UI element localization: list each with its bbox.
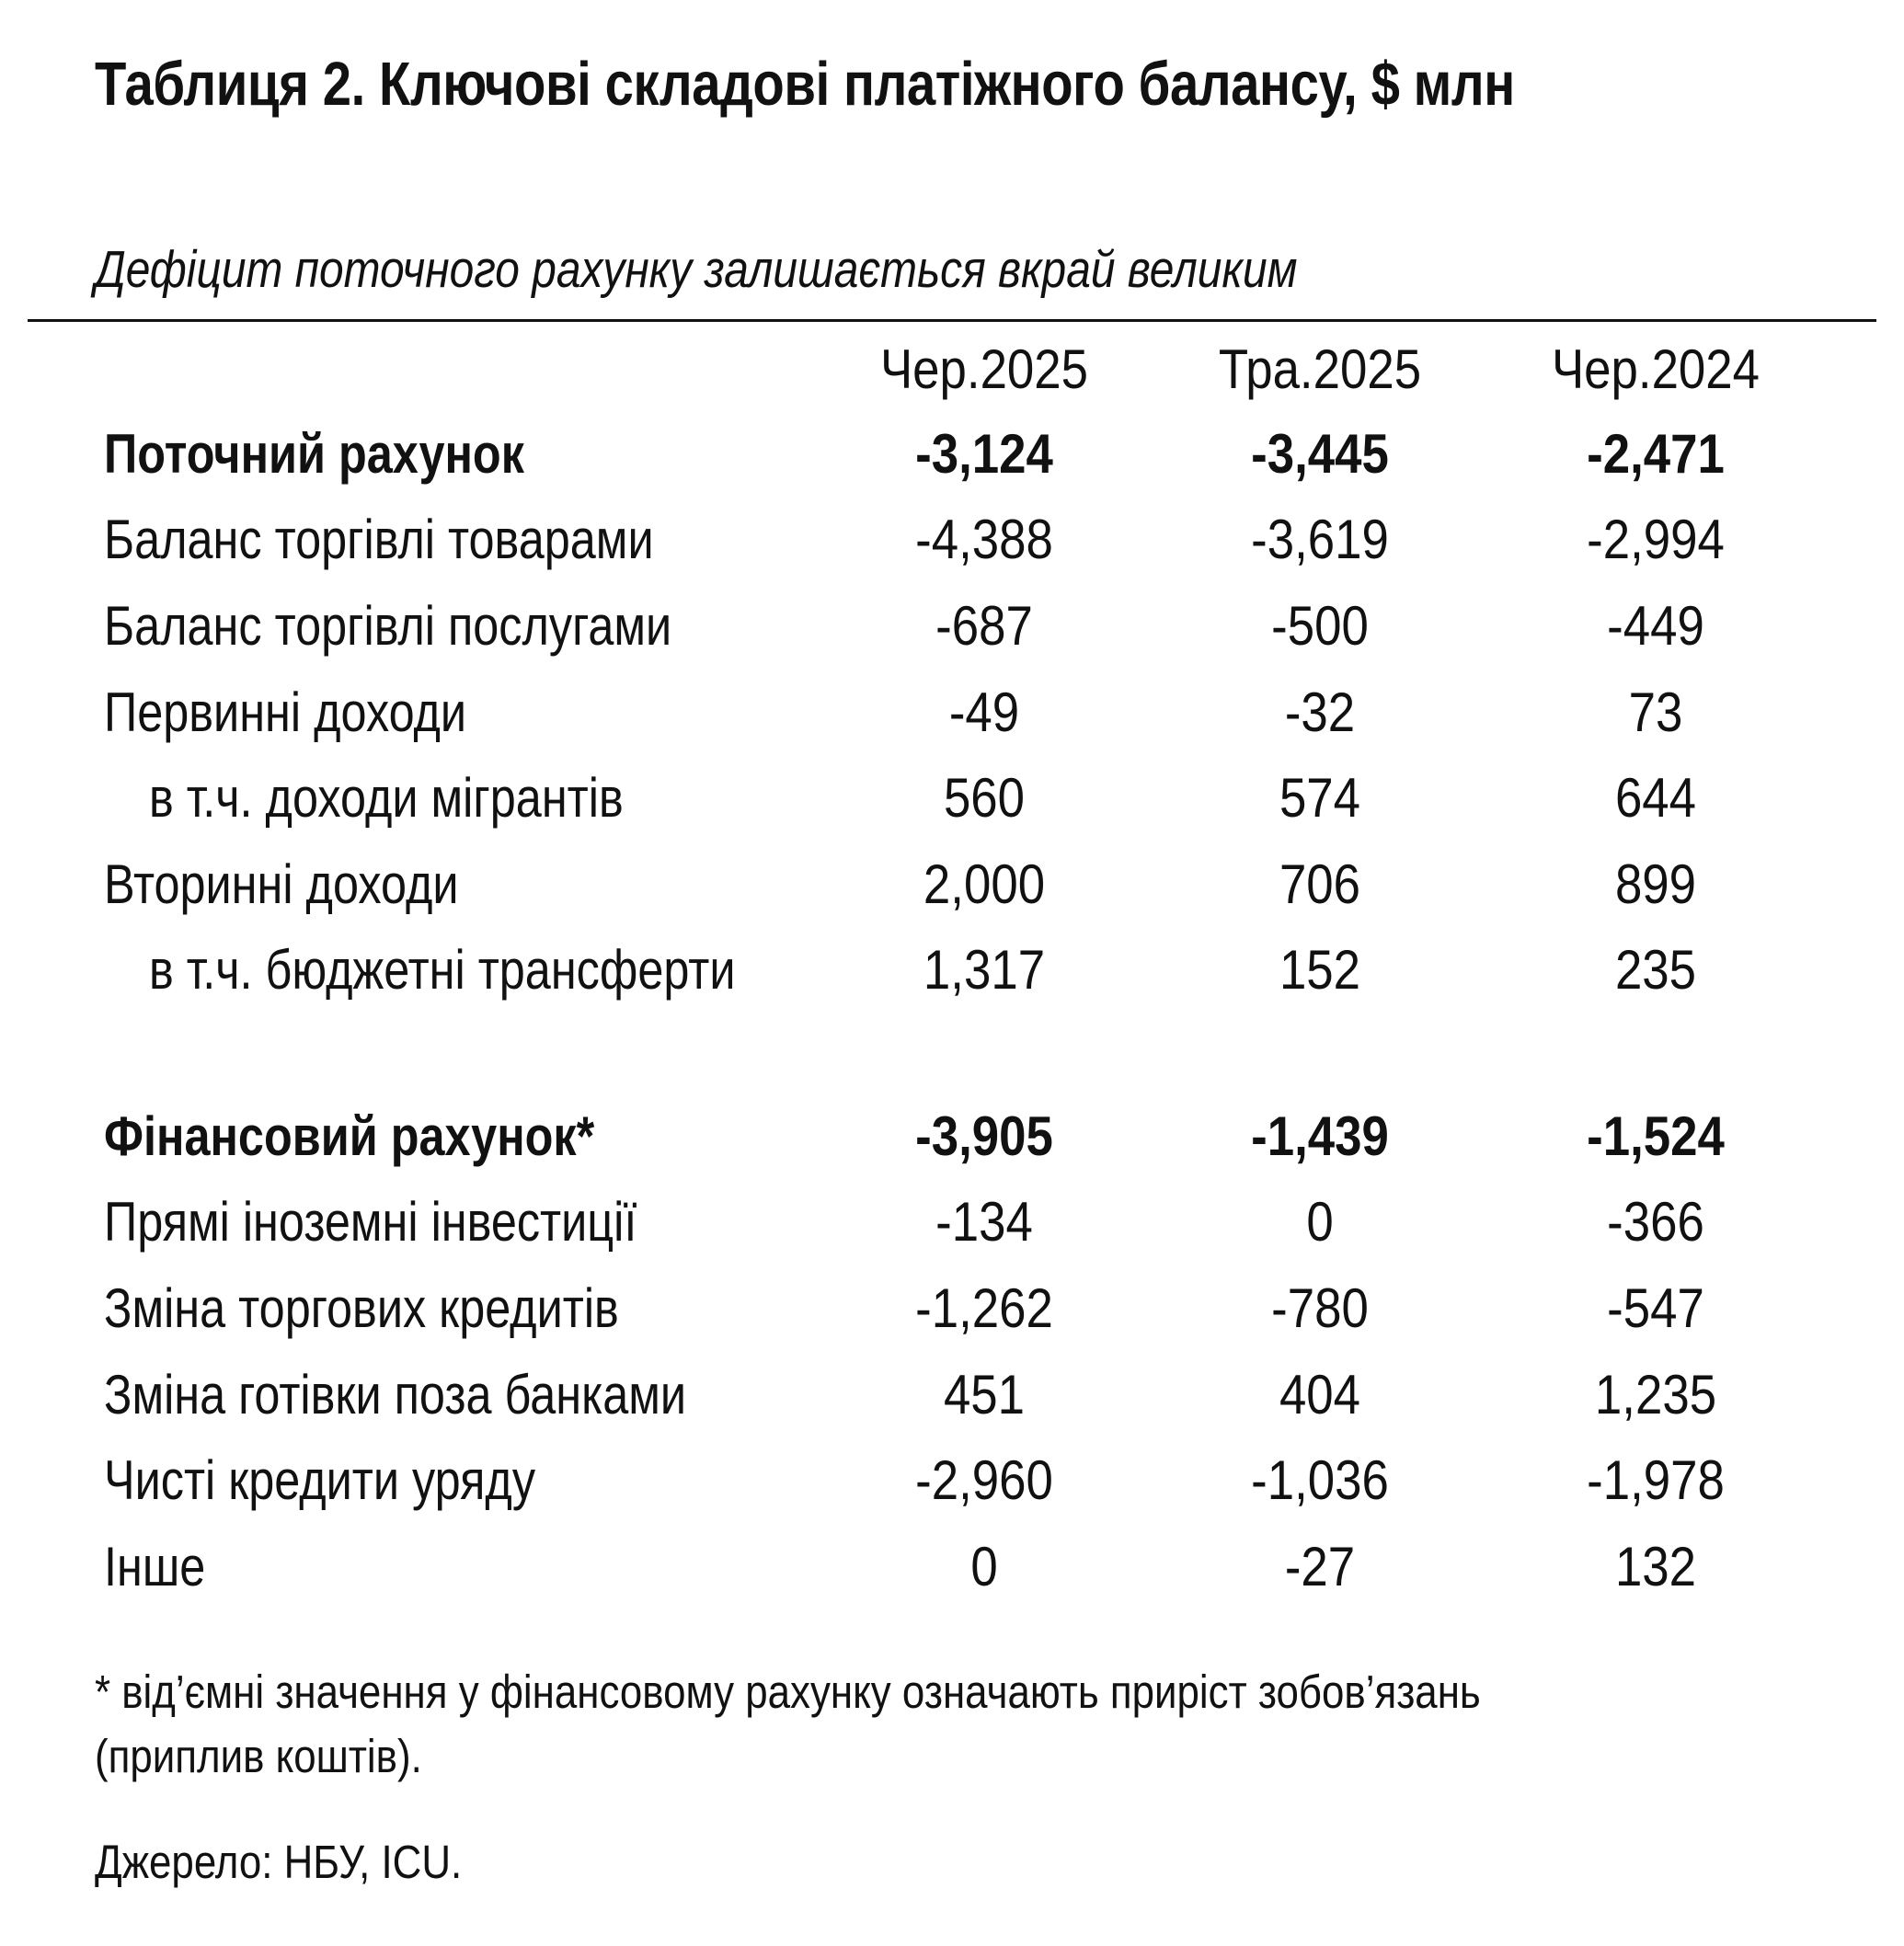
table-row-government-loans	[0, 1444, 1904, 1517]
cell-value: 152	[1279, 939, 1361, 1001]
row-label: Зміна торгових кредитів	[104, 1277, 619, 1339]
row-label: Зміна готівки поза банками	[104, 1364, 687, 1425]
cell-value: -1,036	[1251, 1449, 1389, 1511]
cell-value: -366	[1607, 1191, 1704, 1253]
footnote-line-1: * від’ємні значення у фінансовому рахунку означають приріст зобов’язань	[95, 1666, 1481, 1718]
cell-value: 706	[1279, 853, 1361, 915]
row-label: в т.ч. доходи мігрантів	[149, 767, 624, 829]
cell-value: -3,905	[915, 1105, 1053, 1167]
cell-value: -2,994	[1587, 509, 1725, 570]
cell-value: 560	[943, 767, 1026, 829]
cell-value: 644	[1614, 767, 1697, 829]
cell-value: -32	[1284, 681, 1356, 743]
cell-value: -687	[935, 595, 1033, 657]
row-label: Фінансовий рахунок*	[104, 1105, 595, 1167]
source-note: Джерело: НБУ, ICU.	[95, 1836, 463, 1888]
table-row-financial-account	[0, 1100, 1904, 1173]
table-row-goods-trade	[0, 503, 1904, 577]
table-header-row	[0, 333, 1904, 406]
table-row-secondary-income	[0, 848, 1904, 921]
cell-value: -449	[1607, 595, 1704, 657]
cell-value: 1,317	[923, 939, 1046, 1001]
table-row-other	[0, 1530, 1904, 1604]
table-subtitle-text: Дефіцит поточного рахунку залишається вкрай великим	[95, 240, 1298, 299]
table-row-cash-outside-banks	[0, 1358, 1904, 1432]
column-header-jun-2025: Чер.2025	[879, 338, 1089, 400]
cell-value: -2,960	[915, 1449, 1053, 1511]
cell-value: -2,471	[1587, 423, 1725, 485]
table-row-budget-transfers	[0, 933, 1904, 1007]
cell-value: -3,619	[1251, 509, 1389, 570]
cell-value: 235	[1614, 939, 1697, 1001]
row-label: Прямі іноземні інвестиції	[104, 1191, 637, 1253]
cell-value: 899	[1614, 853, 1697, 915]
cell-value: -27	[1284, 1536, 1356, 1597]
row-label: в т.ч. бюджетні трансферти	[149, 939, 736, 1001]
cell-value: 404	[1279, 1364, 1361, 1425]
cell-value: -49	[948, 681, 1020, 743]
cell-value: -134	[935, 1191, 1033, 1253]
cell-value: -3,445	[1251, 423, 1389, 485]
cell-value: 451	[943, 1364, 1026, 1425]
table-row-migrant-income	[0, 761, 1904, 835]
cell-value: -3,124	[915, 423, 1053, 485]
cell-value: -1,978	[1587, 1449, 1725, 1511]
row-label: Чисті кредити уряду	[104, 1449, 536, 1511]
table-row-current-account	[0, 418, 1904, 491]
table-row-fdi	[0, 1185, 1904, 1259]
row-label: Баланс торгівлі послугами	[104, 595, 672, 657]
row-label: Вторинні доходи	[104, 853, 459, 915]
cell-value: -500	[1271, 595, 1369, 657]
table-row-services-trade	[0, 590, 1904, 663]
row-label: Первинні доходи	[104, 681, 467, 743]
cell-value: -547	[1607, 1277, 1704, 1339]
cell-value: 2,000	[923, 853, 1046, 915]
cell-value: -780	[1271, 1277, 1369, 1339]
cell-value: 1,235	[1594, 1364, 1717, 1425]
row-label: Інше	[104, 1536, 206, 1597]
footnote	[95, 1660, 1706, 1789]
cell-value: 132	[1614, 1536, 1697, 1597]
row-label: Поточний рахунок	[104, 423, 524, 485]
column-header-may-2025: Тра.2025	[1218, 338, 1422, 400]
footnote-line-2: (приплив коштів).	[95, 1730, 422, 1782]
cell-value: -1,262	[915, 1277, 1053, 1339]
cell-value: -4,388	[915, 509, 1053, 570]
table-row-primary-income	[0, 676, 1904, 750]
cell-value: -1,524	[1587, 1105, 1725, 1167]
cell-value: 0	[1306, 1191, 1334, 1253]
cell-value: 0	[970, 1536, 998, 1597]
table-row-trade-credits	[0, 1272, 1904, 1345]
cell-value: 574	[1279, 767, 1361, 829]
page-title-text: Таблиця 2. Ключові складові платіжного балансу, $ млн	[95, 50, 1515, 119]
column-header-jun-2024: Чер.2024	[1551, 338, 1761, 400]
cell-value: -1,439	[1251, 1105, 1389, 1167]
cell-value: 73	[1628, 681, 1683, 743]
row-label: Баланс торгівлі товарами	[104, 509, 654, 570]
